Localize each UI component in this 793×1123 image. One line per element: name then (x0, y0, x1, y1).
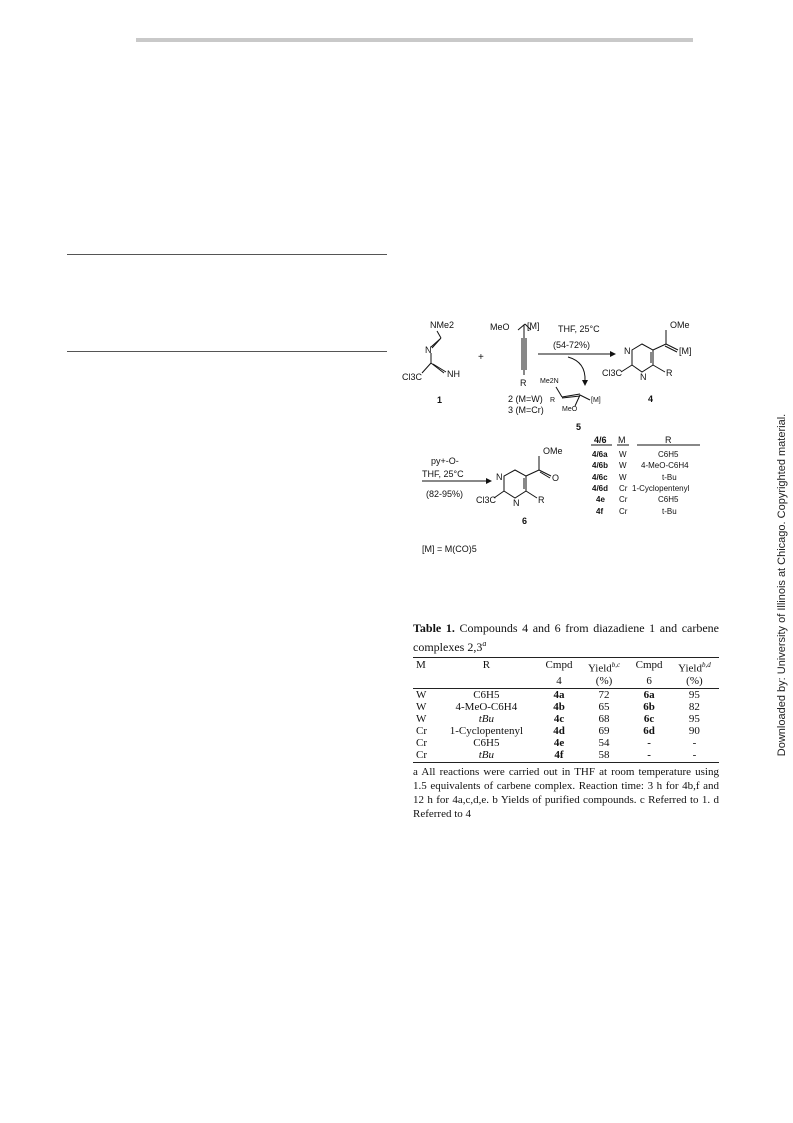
legend-row-r: 4-MeO-C6H4 (641, 461, 689, 470)
col-header-cmpd6-sub: 6 (628, 675, 669, 689)
table-caption-text: Compounds 4 and 6 from diazadiene 1 and carbene complexes 2,3 (413, 621, 719, 654)
reagent1-nme2: NMe2 (430, 320, 455, 330)
table-row: W 4-MeO-C6H4 4b 65 6b 82 (416, 700, 700, 713)
legend-header-r: R (665, 435, 672, 445)
reagent2-label-w: 2 (M=W) (508, 394, 543, 404)
product4-n1: N (624, 346, 631, 356)
product6-cl3c: Cl3C (476, 495, 497, 505)
product6-n1: N (496, 472, 503, 482)
product6-n2: N (513, 498, 520, 508)
table-footnote: a All reactions were carried out in THF at room temperature using 1.5 equivalents of carbene complex. Reaction time: 3 h for 4b,f and 12 h for 4a,c,d,e. b Yields of purified compounds. c Referred to 1. d Referred to 4 (413, 765, 719, 820)
step1-yield: (54-72%) (553, 340, 591, 350)
legend-row-m: W (619, 461, 627, 470)
legend-row-m: W (619, 450, 627, 459)
reagent1-nh: NH (447, 369, 460, 379)
reagent1-label: 1 (437, 395, 443, 405)
table-caption-mark: a (482, 639, 487, 648)
product6-label: 6 (522, 516, 528, 526)
col-header-yield4-unit: (%) (580, 675, 629, 689)
intermediate-meo: MeO (562, 406, 578, 413)
table-row: W C6H5 4a 72 6a 95 (416, 688, 700, 701)
product4-n2: N (640, 372, 647, 382)
legend-header-m: M (618, 435, 626, 445)
product4-r: R (666, 368, 673, 378)
intermediate-me2n: Me2N (540, 378, 559, 385)
col-header-r: R (434, 658, 538, 675)
compounds-table (413, 657, 719, 763)
col-header-m: M (413, 658, 434, 675)
table-caption (413, 621, 719, 655)
legend-row-r: 1-Cyclopentenyl (632, 484, 690, 493)
col-header-yield4: Yield$^{b,c}$ (580, 658, 629, 675)
reagent1-cl3c: Cl3C (402, 372, 423, 382)
table-row: Cr 1-Cyclopentenyl 4d 69 6d 90 (416, 724, 700, 737)
separator-rule-bottom (67, 351, 387, 352)
product4-label: 4 (648, 394, 654, 404)
legend-row-r: t-Bu (662, 473, 677, 482)
step2-conditions: THF, 25°C (422, 469, 464, 479)
product6-ome: OMe (543, 446, 563, 456)
legend-row-m: Cr (619, 507, 628, 516)
col-header-cmpd6: Cmpd (628, 658, 669, 675)
step2-reagent: py+-O- (431, 456, 459, 466)
table-row: Cr C6H5 4e 54 - - (416, 736, 697, 749)
header-rule (136, 38, 693, 42)
intermediate-metal: [M] (591, 397, 601, 404)
step2-yield: (82-95%) (426, 489, 464, 499)
legend-row-m: W (619, 473, 627, 482)
legend-row-r: C6H5 (658, 495, 679, 504)
product4-cl3c: Cl3C (602, 368, 623, 378)
col-header-yield6-unit: (%) (670, 675, 719, 689)
table-row: W tBu 4c 68 6c 95 (416, 712, 700, 725)
product6-r: R (538, 495, 545, 505)
col-header-cmpd4: Cmpd (538, 658, 579, 675)
product6-o: O (552, 473, 560, 483)
reaction-scheme (400, 310, 730, 570)
plus-sign: + (478, 352, 484, 363)
legend-row-cmpd: 4/6c (592, 473, 608, 482)
intermediate-r: R (550, 397, 556, 404)
step1-conditions: THF, 25°C (558, 324, 600, 334)
col-header-cmpd4-sub: 4 (538, 675, 579, 689)
legend-row-m: Cr (619, 484, 628, 493)
download-notice-text: Downloaded by: University of Illinois at Chicago. Copyrighted material. (776, 413, 788, 757)
product4-metal: [M] (679, 346, 692, 356)
reagent2-metal: [M] (527, 321, 540, 331)
legend-row-cmpd: 4e (596, 495, 605, 504)
product4-ome: OMe (670, 320, 690, 330)
table-1 (413, 621, 719, 821)
reagent1-n: N (425, 345, 432, 355)
table-caption-prefix: Table 1. (413, 621, 455, 635)
metal-definition: [M] = M(CO)5 (422, 544, 477, 554)
legend-row-cmpd: 4/6d (592, 484, 609, 493)
reagent2-meo: MeO (490, 322, 510, 332)
legend-row-cmpd: 4/6a (592, 450, 608, 459)
table-row: Cr tBu 4f 58 - - (413, 749, 719, 763)
legend-header-cmpd: 4/6 (594, 435, 607, 445)
legend-row-cmpd: 4/6b (592, 461, 609, 470)
legend-row-cmpd: 4f (596, 507, 604, 516)
intermediate-label: 5 (576, 422, 582, 432)
legend-row-r: C6H5 (658, 450, 679, 459)
legend-row-m: Cr (619, 495, 628, 504)
separator-rule-top (67, 254, 387, 255)
legend-row-r: t-Bu (662, 507, 677, 516)
col-header-yield6: Yield$^{b,d}$ (670, 658, 719, 675)
reagent2-label-cr: 3 (M=Cr) (508, 405, 544, 415)
reagent2-r: R (520, 378, 527, 388)
